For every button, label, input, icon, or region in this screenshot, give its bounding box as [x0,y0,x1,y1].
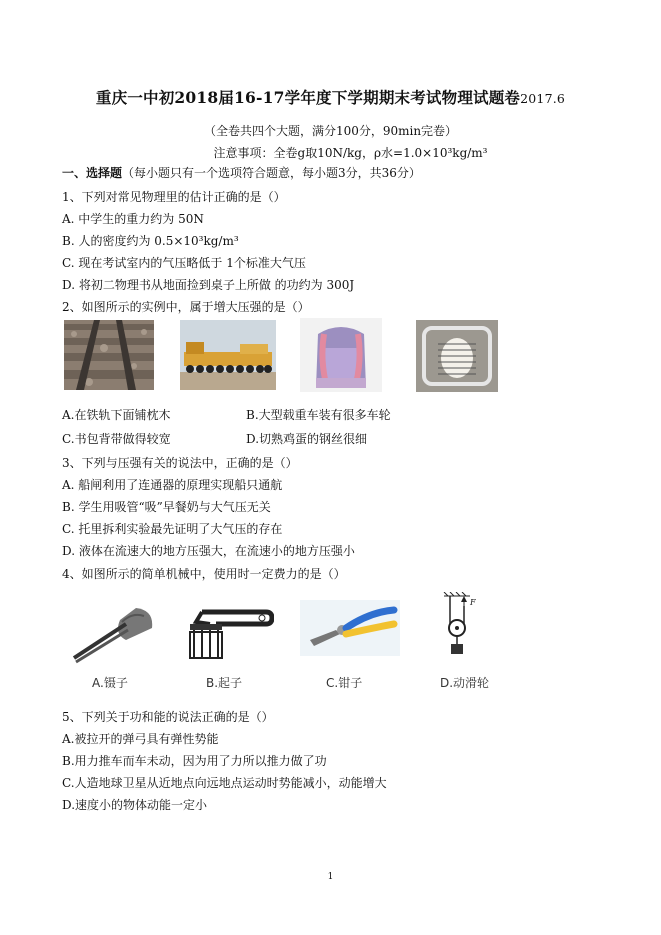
section-rule: （每小题只有一个选项符合题意，每小题3分，共36分） [122,166,421,180]
q5-stem: 5、下列关于功和能的说法正确的是（） [62,710,274,724]
q1-option-b: B. 人的密度约为 0.5×10³kg/m³ [62,234,239,248]
q1-option-c: C. 现在考试室内的气压略低于 1个标准大气压 [62,256,306,270]
q4-caption-a: A.镊子 [92,676,128,690]
q2-option-d: D.切熟鸡蛋的钢丝很细 [246,432,368,446]
section-title: 一、选择题 [62,166,123,180]
exam-note: 注意事项：全卷g取10N/kg，ρ水=1.0×10³kg/m³ [213,146,488,160]
pliers-image [300,600,400,656]
q3-option-b: B. 学生用吸管“吸”早餐奶与大气压无关 [62,500,271,514]
q2-option-c: C.书包背带做得较宽 [62,432,171,446]
q2-option-b: B.大型载重车装有很多车轮 [246,408,391,422]
q1-option-a: A. 中学生的重力约为 50N [62,212,204,226]
egg-slicer-image [416,320,498,392]
exam-title [0,86,661,108]
title-main: 重庆一中初2018届16-17学年度下学期期末考试物理试题卷 [95,88,521,107]
q1-stem: 1、下列对常见物理里的估计正确的是（） [62,190,286,204]
q1-option-d: D. 将初二物理书从地面捡到桌子上所做 的功约为 300J [62,278,355,292]
q3-option-c: C. 托里拆利实验最先证明了大气压的存在 [62,522,283,536]
heavy-truck-image [180,320,276,390]
q2-stem: 2、如图所示的实例中，属于增大压强的是（） [62,300,310,314]
q4-caption-d: D.动滑轮 [440,676,490,690]
q2-option-a: A.在铁轨下面铺枕木 [62,408,171,422]
title-date: 2017.6 [520,91,566,106]
q5-option-a: A.被拉开的弹弓具有弹性势能 [62,732,219,746]
exam-subtitle: （全卷共四个大题，满分100分，90min完卷） [203,124,458,138]
q3-option-a: A. 船闸利用了连通器的原理实现船只通航 [62,478,283,492]
backpack-image [300,318,382,392]
q4-stem: 4、如图所示的简单机械中，使用时一定费力的是（） [62,567,346,581]
section-heading [62,164,421,181]
q3-option-d: D. 液体在流速大的地方压强大，在流速小的地方压强小 [62,544,355,558]
q5-option-d: D.速度小的物体动能一定小 [62,798,208,812]
railway-sleepers-image [64,320,154,390]
q5-option-b: B.用力推车而车未动，因为用了力所以推力做了功 [62,754,327,768]
bottle-opener-image [182,600,274,662]
force-label: F [470,598,476,607]
q3-stem: 3、下列与压强有关的说法中，正确的是（） [62,456,298,470]
movable-pulley-image [440,592,490,662]
q4-caption-c: C.钳子 [326,676,363,690]
page-number: 1 [327,872,334,882]
q4-caption-b: B.起子 [206,676,243,690]
tweezers-image [66,600,158,666]
q5-option-c: C.人造地球卫星从近地点向远地点运动时势能减小，动能增大 [62,776,387,790]
